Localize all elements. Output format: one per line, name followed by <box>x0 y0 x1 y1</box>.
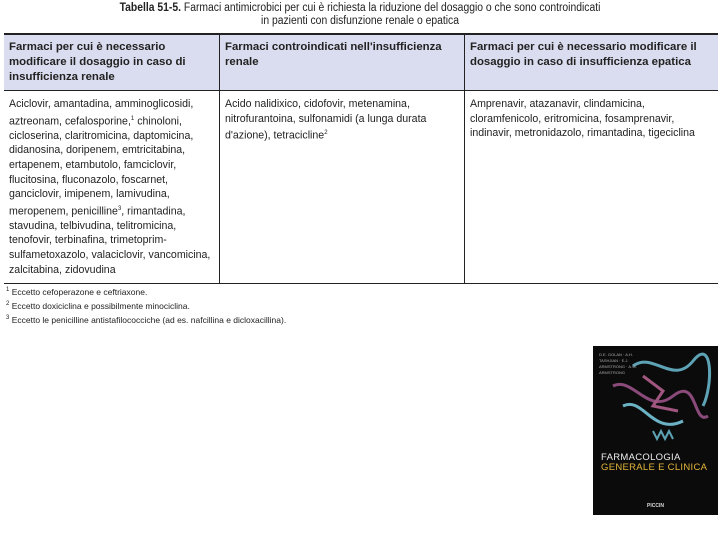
footnote-number: 3 <box>6 314 10 321</box>
caption-text: Farmaci antimicrobici per cui è richiesta la riduzione del dosaggio o che sono controindicati <box>183 2 601 14</box>
header-renal-contraindicated: Farmaci controindicati nell'insufficienza renale <box>220 34 465 91</box>
book-publisher: PICCIN <box>647 503 664 509</box>
table-row <box>4 91 718 284</box>
footnote-number: 1 <box>6 287 10 293</box>
table-label: Tabella 51-5. <box>119 2 181 14</box>
footnote-text: Eccetto doxiciclina e possibilmente minociclina. <box>9 300 190 311</box>
cell-text: chinoloni, cicloserina, claritromicina, daptomicina, didanosina, doripenem, emtricitabina, ertapenem, etambutolo, famciclovir, flucitosina, fluconazolo, foscarnet, ganciclovir, imipenem, lamivudina, meropenem, penicilline <box>9 115 194 218</box>
header-renal-adjust: Farmaci per cui è necessario modificare il dosaggio in caso di insufficienza renale <box>4 34 220 91</box>
footnotes <box>6 284 286 325</box>
cell-text: , rimantadina, stavudina, telbivudina, telitromicina, tenofovir, terbinafina, trimetoprim-sulfametoxazolo, valaciclovir, vancomicina, zalcitabina, zidovudina <box>9 205 211 276</box>
footnote <box>6 298 286 312</box>
table-header-row <box>4 34 718 91</box>
drug-table <box>4 33 718 284</box>
cell-text: Aciclovir, amantadina, amminoglicosidi, aztreonam, cefalosporine, <box>9 98 194 128</box>
cell-renal-contraindicated <box>220 91 465 284</box>
footnote <box>6 284 286 298</box>
footnote-ref: 3 <box>117 205 122 212</box>
book-title: FARMACOLOGIA <box>601 452 681 463</box>
footnote-ref: 1 <box>130 115 135 122</box>
footnote-ref: 2 <box>324 130 328 137</box>
footnote <box>6 312 286 326</box>
book-subtitle: GENERALE E CLINICA <box>601 462 708 473</box>
header-hepatic-adjust: Farmaci per cui è necessario modificare il dosaggio in caso di insufficienza epatica <box>465 34 719 91</box>
cell-hepatic-adjust: Amprenavir, atazanavir, clindamicina, cloramfenicolo, eritromicina, fosamprenavir, indinavir, metronidazolo, rimantadina, tigeciclina <box>465 91 719 284</box>
cell-text: Acido nalidixico, cidofovir, metenamina, nitrofurantoina, sulfonamidi (a lunga durata d'azione), tetracicline <box>225 98 427 142</box>
caption-line2: in pazienti con disfunzione renale o epatica <box>261 15 459 27</box>
footnote-text: Eccetto le penicilline antistafilococciche (ad es. nafcillina e dicloxacillina). <box>9 314 287 325</box>
cell-renal-adjust <box>4 91 220 284</box>
footnote-number: 2 <box>6 300 10 307</box>
book-cover <box>593 346 718 515</box>
book-authors: D.E. GOLAN · A.H. TASHJIAN · E.J. ARMSTRONG · A.W. ARMSTRONG <box>599 352 637 375</box>
footnote-text: Eccetto cefoperazone e ceftriaxone. <box>9 286 148 297</box>
table-caption <box>36 2 684 28</box>
